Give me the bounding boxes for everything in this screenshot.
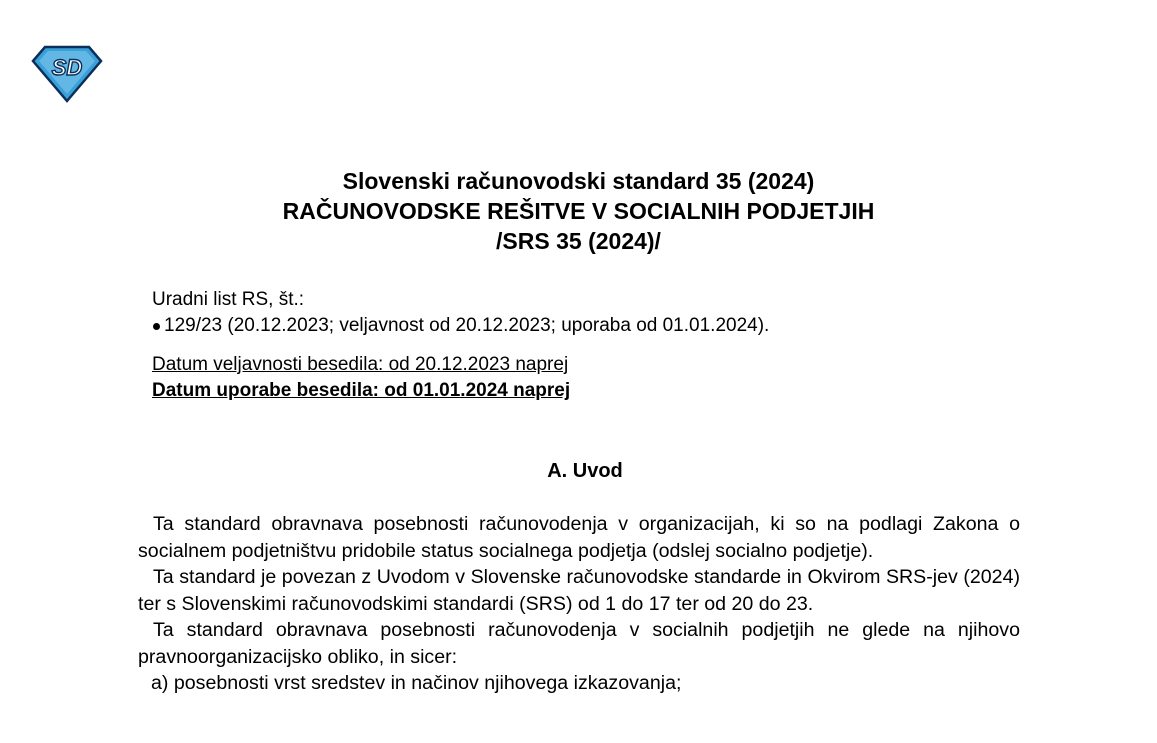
body-text [138,511,1020,697]
date-info [152,352,570,404]
validity-date: Datum veljavnosti besedila: od 20.12.2023 naprej [152,354,569,375]
gazette-entry-row [152,313,769,339]
gazette-entry: 129/23 (20.12.2023; veljavnost od 20.12.2023; uporaba od 01.01.2024). [164,315,770,336]
section-heading: A. Uvod [547,460,623,482]
title-line-1: Slovenski računovodski standard 35 (2024) [342,168,815,194]
application-date: Datum uporabe besedila: od 01.01.2024 naprej [152,380,571,401]
logo-text: SD [51,55,83,80]
paragraph-3: Ta standard obravnava posebnosti računovodenja v socialnih podjetjih ne glede na njihovo pravnoorganizacijsko obliko, in sicer: [138,619,1020,668]
title-line-3: /SRS 35 (2024)/ [496,228,661,254]
paragraph-1: Ta standard obravnava posebnosti računovodenja v organizacijah, ki so na podlagi Zakona o socialnem podjetništvu pridobile status socialnega podjetja (odslej socialno podjetje). [138,513,1020,562]
paragraph-2: Ta standard je povezan z Uvodom v Slovenske računovodske standarde in Okvirom SRS-jev (2024) ter s Slovenskimi računovodskimi standardi (SRS) od 1 do 17 ter od 20 do 23. [138,566,1020,615]
document-title [0,166,1157,256]
sd-logo-icon [31,45,103,103]
title-line-2: RAČUNOVODSKE REŠITVE V SOCIALNIH PODJETJIH [282,198,875,224]
list-item-a: a) posebnosti vrst sredstev in načinov njihovega izkazovanja; [151,672,682,694]
gazette-label: Uradni list RS, št.: [152,289,305,310]
gazette-info [152,287,769,339]
bullet-icon [153,323,160,330]
